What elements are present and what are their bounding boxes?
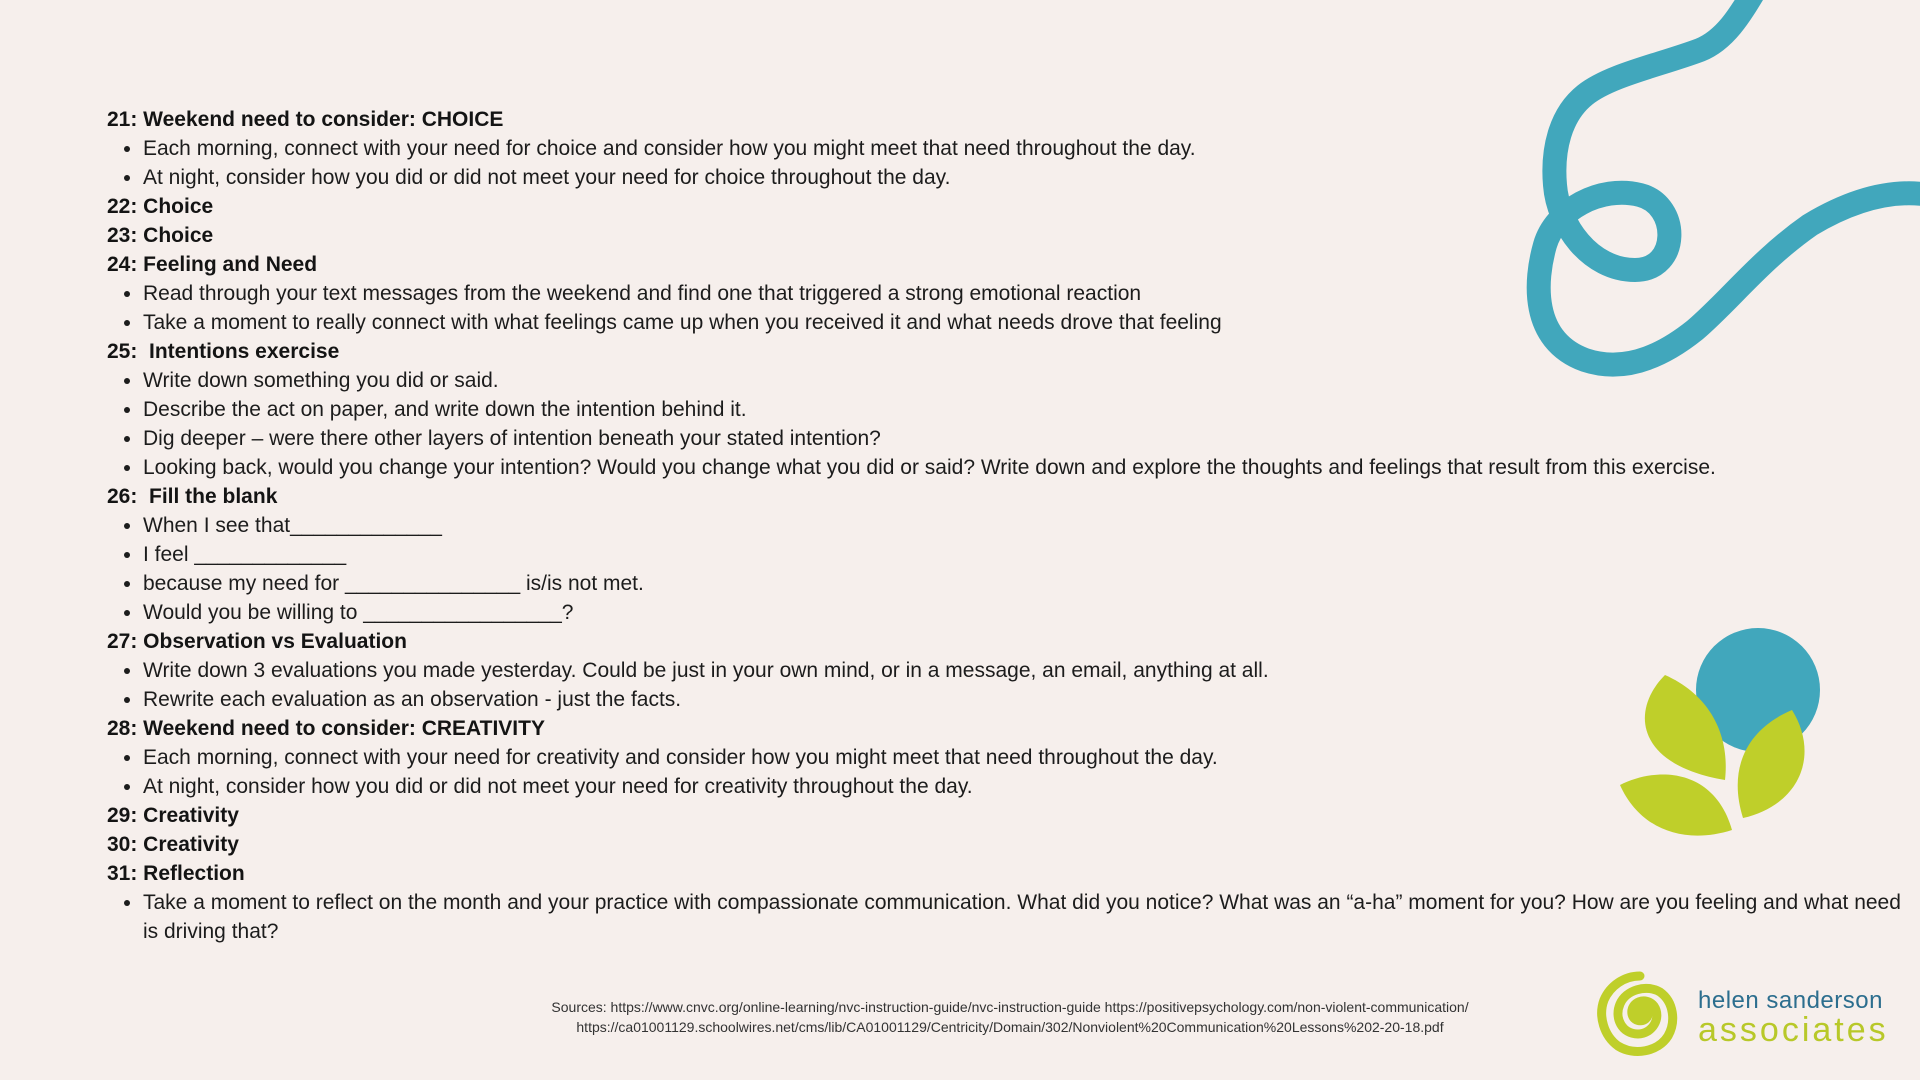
- section-heading: 25: Intentions exercise: [107, 340, 340, 363]
- sources-footer: [440, 997, 1580, 1037]
- leaves-decoration: [1610, 620, 1830, 850]
- list-item: • Rewrite each evaluation as an observation - just the facts.: [143, 685, 1920, 714]
- list-item: • At night, consider how you did or did not meet your need for creativity throughout the day.: [143, 772, 1920, 801]
- list-item: • Take a moment to reflect on the month and your practice with compassionate communication. What did you notice? What was an “a-ha” moment for you? How are you feeling and what need is driving that?: [143, 888, 1920, 946]
- section-heading: 27: Observation vs Evaluation: [107, 630, 407, 653]
- section-heading: 30: Creativity: [107, 833, 239, 856]
- list-item: • Write down 3 evaluations you made yesterday. Could be just in your own mind, or in a message, an email, anything at all.: [143, 656, 1920, 685]
- squiggle-decoration: [1490, 0, 1920, 390]
- spiral-logo-icon: [1590, 966, 1690, 1062]
- list-item: • I feel _____________: [143, 540, 1920, 569]
- sources-line-2: https://ca01001129.schoolwires.net/cms/lib/CA01001129/Centricity/Domain/302/Nonviolent%20Communication%20Lessons%202-20-18.pdf: [576, 1019, 1444, 1035]
- sources-line-1: Sources: https://www.cnvc.org/online-learning/nvc-instruction-guide/nvc-instruction-guide https://positivepsychology.com/non-violent-communication/: [551, 999, 1469, 1015]
- list-item: • Each morning, connect with your need for creativity and consider how you might meet that need throughout the day.: [143, 743, 1920, 772]
- list-item: • Write down something you did or said.: [143, 366, 1920, 395]
- list-item: • Each morning, connect with your need for choice and consider how you might meet that need throughout the day.: [143, 134, 1920, 163]
- logo-text-line-2: associates: [1698, 1011, 1889, 1049]
- section-heading: 21: Weekend need to consider: CHOICE: [107, 108, 504, 131]
- section-heading: 22: Choice: [107, 195, 214, 218]
- section-heading: 24: Feeling and Need: [107, 253, 318, 276]
- list-item: • At night, consider how you did or did not meet your need for choice throughout the day.: [143, 163, 1920, 192]
- bullet-list: [107, 511, 1920, 627]
- section-heading: 28: Weekend need to consider: CREATIVITY: [107, 717, 545, 740]
- list-item: • Looking back, would you change your intention? Would you change what you did or said? Write down and explore the thoughts and feelings that result from this exercise.: [143, 453, 1920, 482]
- list-item: • When I see that_____________: [143, 511, 1920, 540]
- section-heading: 26: Fill the blank: [107, 485, 278, 508]
- section-heading: 29: Creativity: [107, 804, 239, 827]
- logo-text-line-1: helen sanderson: [1698, 987, 1883, 1014]
- bullet-list: [107, 888, 1920, 946]
- list-item: • Would you be willing to _________________?: [143, 598, 1920, 627]
- list-item: • Dig deeper – were there other layers of intention beneath your stated intention?: [143, 424, 1920, 453]
- list-item: • because my need for _______________ is/is not met.: [143, 569, 1920, 598]
- list-item: • Take a moment to really connect with what feelings came up when you received it and what needs drove that feeling: [143, 308, 1920, 337]
- list-item: • Describe the act on paper, and write down the intention behind it.: [143, 395, 1920, 424]
- section-heading: 23: Choice: [107, 224, 214, 247]
- list-item: • Read through your text messages from the weekend and find one that triggered a strong emotional reaction: [143, 279, 1920, 308]
- company-logo: [1590, 966, 1890, 1062]
- section-heading: 31: Reflection: [107, 862, 245, 885]
